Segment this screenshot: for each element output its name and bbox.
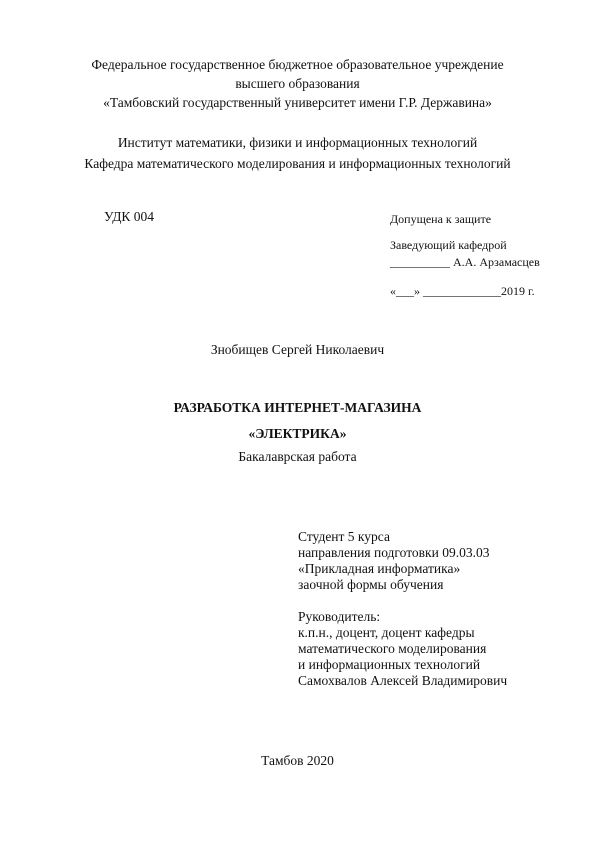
supervisor-line2: математического моделирования (298, 641, 487, 656)
institute-name: Институт математики, физики и информационных технологий (117, 135, 478, 150)
supervisor-line3: и информационных технологий (298, 657, 481, 672)
org-name-line3: «Тамбовский государственный университет имени Г.Р. Державина» (103, 95, 492, 110)
student-line2: направления подготовки 09.03.03 (298, 545, 490, 560)
udk-code: УДК 004 (104, 209, 155, 224)
supervisor-label: Руководитель: (298, 609, 381, 624)
head-signature: __________ А.А. Арзамасцев (390, 255, 540, 269)
admitted-label: Допущена к защите (390, 212, 492, 226)
approval-date: «___» _____________2019 г. (390, 284, 535, 298)
department-name: Кафедра математического моделирования и информационных технологий (84, 156, 511, 171)
student-line4: заочной формы обучения (298, 577, 444, 592)
work-type: Бакалаврская работа (238, 449, 357, 464)
thesis-title-line1: РАЗРАБОТКА ИНТЕРНЕТ-МАГАЗИНА (173, 400, 422, 415)
org-name-line1: Федеральное государственное бюджетное образовательное учреждение (91, 57, 504, 72)
thesis-title-line2: «ЭЛЕКТРИКА» (248, 426, 347, 441)
head-title: Заведующий кафедрой (390, 238, 507, 252)
student-line1: Студент 5 курса (298, 529, 390, 544)
city-year: Тамбов 2020 (261, 753, 334, 768)
org-name-line2: высшего образования (235, 76, 360, 91)
author-name: Знобищев Сергей Николаевич (210, 342, 385, 357)
supervisor-line1: к.п.н., доцент, доцент кафедры (298, 625, 475, 640)
student-line3: «Прикладная информатика» (298, 561, 461, 576)
supervisor-name: Самохвалов Алексей Владимирович (298, 673, 508, 688)
